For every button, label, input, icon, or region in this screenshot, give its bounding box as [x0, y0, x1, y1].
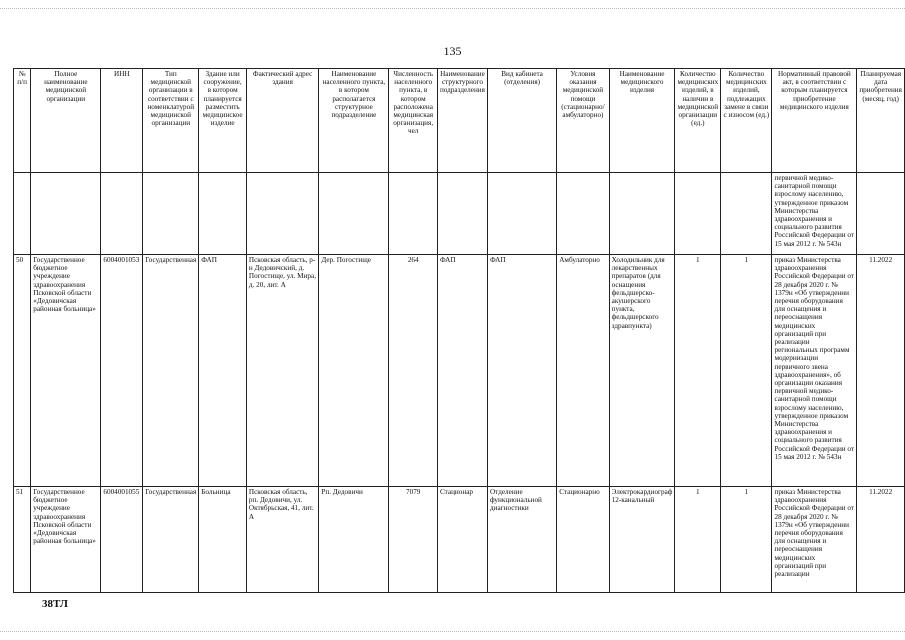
row-conditions: Стационарно — [557, 487, 609, 593]
col-header-cabinet: Вид кабинета (отделения) — [487, 69, 556, 173]
row-replace: 1 — [721, 487, 772, 593]
row-date: 11.2022 — [857, 487, 905, 593]
row-inn: 6004001053 — [101, 255, 143, 487]
col-header-type: Тип медицинской организации в соответствии с номенклатурой медицинской организации — [143, 69, 199, 173]
page-number: 135 — [443, 44, 462, 58]
col-header-act: Нормативный правовой акт, в соответствии с которым планируется приобретение медицинского изделия — [772, 69, 857, 173]
row-act: приказ Министерства здравоохранения Российской Федерации от 28 декабря 2020 г. № 1379н «Об утверждении перечня оборудования для оснащения и переоснащения медицинских организаций при реализации региональных программ модернизации первичного звена здравоохранения», об организации оказания первичной медико-санитарной помощи взрослому населению, утвержденное приказом Министерства здравоохранения и социального развития Российской Федерации от 15 мая 2012 г. № 543н — [772, 255, 857, 487]
row-population: 7079 — [389, 487, 437, 593]
row-type: Государственная — [143, 255, 199, 487]
row-address: Псковская область, рп. Дедовичи, ул. Октябрьская, 41, лит. А — [246, 487, 318, 593]
row-address: Псковская область, р-н Дедовичский, д. Погостище, ул. Мира, д. 20, лит. А — [246, 255, 318, 487]
row-date: 11.2022 — [857, 255, 905, 487]
col-header-building: Здание или сооружение, в котором планируется разместить медицинское изделие — [199, 69, 247, 173]
row-num: 51 — [14, 487, 31, 593]
row-act: приказ Министерства здравоохранения Российской Федерации от 28 декабря 2020 г. № 1379н «Об утверждении перечня оборудования для оснащения и переоснащения медицинских организаций при реализации — [772, 487, 857, 593]
row-settlement: Дер. Погостище — [319, 255, 389, 487]
row-cabinet: ФАП — [487, 255, 556, 487]
col-header-population: Численность населенного пункта, в котором расположена медицинская организация, чел — [389, 69, 437, 173]
row-org: Государственное бюджетное учреждение здравоохранения Псковской области «Дедовичская районная больница» — [31, 487, 101, 593]
equipment-table — [13, 68, 905, 593]
table-row — [14, 487, 905, 593]
col-header-org: Полное наименование медицинской организации — [31, 69, 101, 173]
col-header-settlement: Наименование населенного пункта, в котором располагается структурное подразделение — [319, 69, 389, 173]
continuation-text: первичной медико-санитарной помощи взрослому населению, утвержденное приказом Министерства здравоохранения и социального развития Российской Федерации от 15 мая 2012 г. № 543н — [772, 173, 857, 255]
row-settlement: Рп. Дедовичи — [319, 487, 389, 593]
row-unit: ФАП — [437, 255, 487, 487]
header-row — [14, 69, 905, 173]
row-unit: Стационар — [437, 487, 487, 593]
col-header-inn: ИНН — [101, 69, 143, 173]
row-device: Холодильник для лекарственных препаратов (для оснащения фельдшерско-акушерского пункта, фельдшерского здравпункта) — [609, 255, 675, 487]
row-available: 1 — [675, 487, 721, 593]
scan-edge-bottom — [0, 631, 905, 640]
table-row — [14, 255, 905, 487]
row-num: 50 — [14, 255, 31, 487]
col-header-num: № п/п — [14, 69, 31, 173]
col-header-device: Наименование медицинского изделия — [609, 69, 675, 173]
continuation-row — [14, 173, 905, 255]
row-building: Больница — [199, 487, 247, 593]
row-type: Государственная — [143, 487, 199, 593]
row-cabinet: Отделение функциональной диагностики — [487, 487, 556, 593]
col-header-conditions: Условия оказания медицинской помощи (стационарно/ амбулаторно) — [557, 69, 609, 173]
scan-edge-top — [0, 0, 905, 9]
row-conditions: Амбулаторно — [557, 255, 609, 487]
row-building: ФАП — [199, 255, 247, 487]
col-header-address: Фактический адрес здания — [246, 69, 318, 173]
row-population: 264 — [389, 255, 437, 487]
col-header-unit: Наименование структурного подразделения — [437, 69, 487, 173]
row-inn: 6004001055 — [101, 487, 143, 593]
col-header-date: Планируемая дата приобретения (месяц, год) — [857, 69, 905, 173]
document-code: 38ТЛ — [42, 598, 68, 610]
row-org: Государственное бюджетное учреждение здравоохранения Псковской области «Дедовичская районная больница» — [31, 255, 101, 487]
col-header-available: Количество медицинских изделий, в наличии в медицинской организации (ед.) — [675, 69, 721, 173]
row-replace: 1 — [721, 255, 772, 487]
row-available: 1 — [675, 255, 721, 487]
col-header-replace: Количество медицинских изделий, подлежащих замене в связи с износом (ед.) — [721, 69, 772, 173]
row-device: Электрокардиограф 12-канальный — [609, 487, 675, 593]
